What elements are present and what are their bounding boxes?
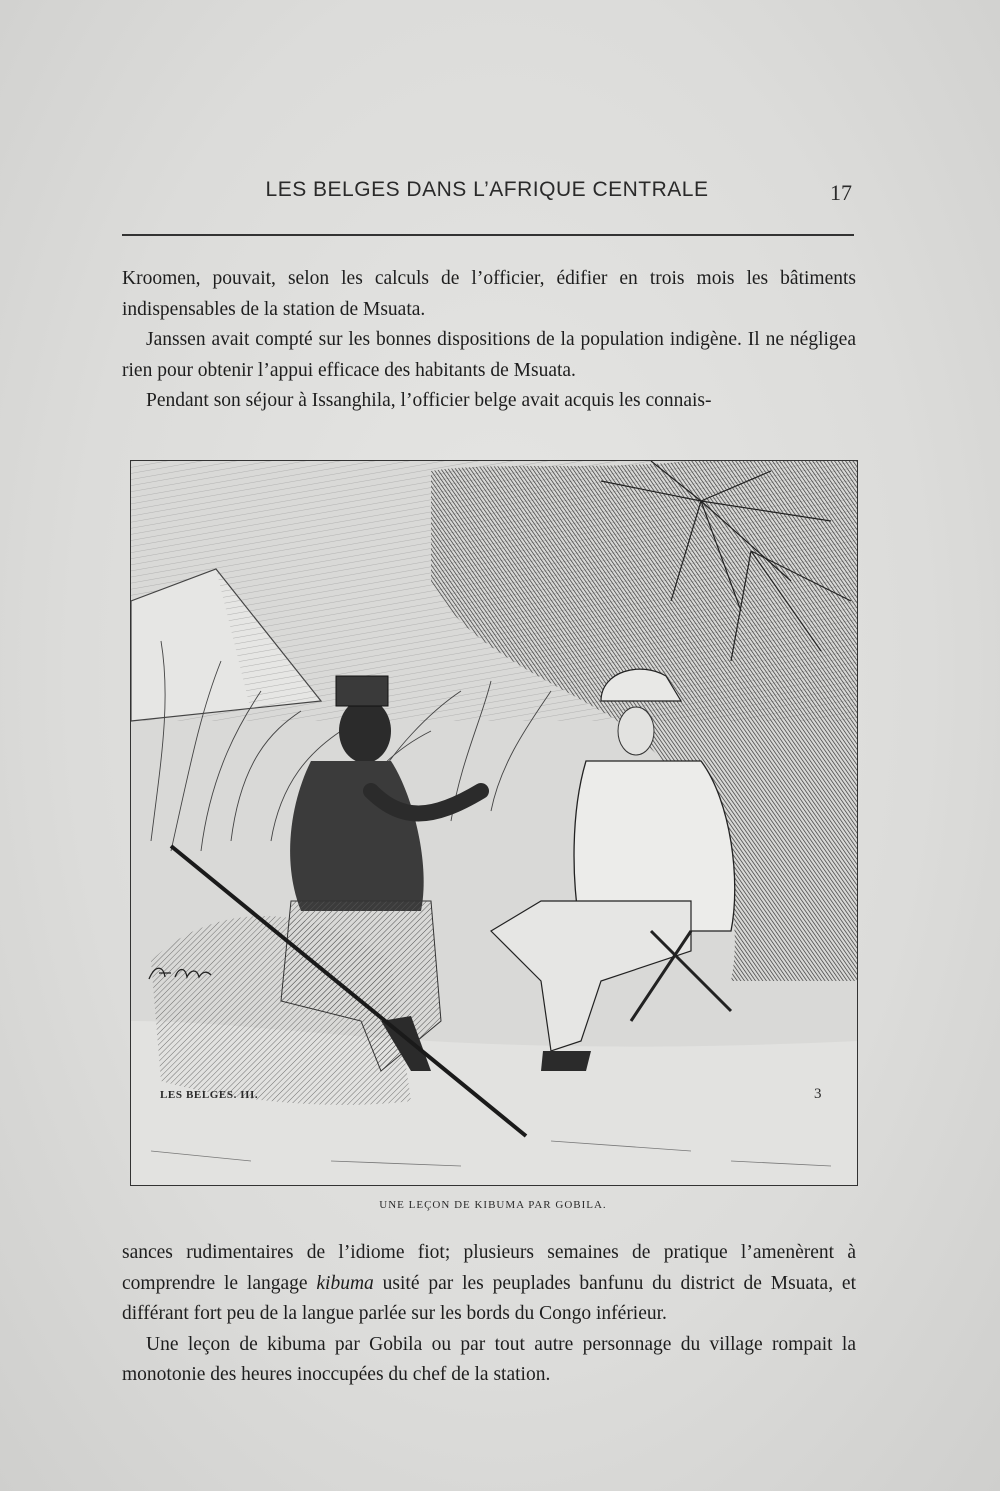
text-block-bottom (122, 1238, 856, 1391)
text-run: sances rudimentaires de l’idiome fiot; plusieurs semaines de pratique l’amenèrent à comprendre le langage (122, 1242, 856, 1294)
text-run: usité par les peuplades banfunu du district de Msuata, et différant fort peu de la langue parlée sur les bords du Congo inférieur. (122, 1272, 856, 1324)
sheet-number: 3 (814, 1086, 822, 1102)
running-head (122, 178, 852, 208)
text-block-top (122, 264, 856, 417)
engraver-signature (145, 961, 215, 983)
italic-term: kibuma (316, 1272, 374, 1294)
header-rule (122, 234, 854, 236)
paragraph: Pendant son séjour à Issanghila, l’officier belge avait acquis les connais- (146, 390, 712, 411)
engraving-illustration (130, 460, 858, 1186)
engraving-drawing (131, 461, 857, 1185)
paragraph: Janssen avait compté sur les bonnes dispositions de la population indigène. Il ne négligea rien pour obtenir l’appui efficace des habitants de Msuata. (122, 329, 856, 381)
paragraph: Kroomen, pouvait, selon les calculs de l’officier, édifier en trois mois les bâtiments indispensables de la station de Msuata. (122, 268, 856, 320)
page-number: 17 (830, 180, 852, 205)
running-title: LES BELGES DANS L’AFRIQUE CENTRALE (265, 178, 709, 201)
paragraph (122, 1238, 856, 1330)
paragraph: Une leçon de kibuma par Gobila ou par tout autre personnage du village rompait la monotonie des heures inoccupées du chef de la station. (122, 1333, 856, 1385)
figure-caption: UNE LEÇON DE KIBUMA PAR GOBILA. (379, 1199, 607, 1211)
signature-mark: LES BELGES. III. (160, 1089, 259, 1101)
